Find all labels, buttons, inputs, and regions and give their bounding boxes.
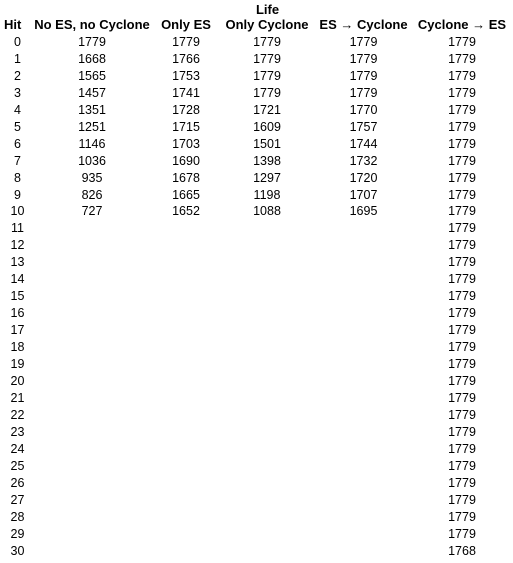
value-cell	[219, 407, 315, 424]
hit-cell: 3	[14, 85, 21, 100]
value-cell	[153, 407, 219, 424]
value-cell	[219, 356, 315, 373]
value-cell: 1779	[448, 306, 476, 321]
value-cell: 1757	[349, 119, 378, 134]
value-cell	[219, 424, 315, 441]
value-cell	[31, 424, 153, 441]
hit-cell: 14	[10, 272, 25, 287]
value-cell	[31, 407, 153, 424]
value-cell: 1678	[172, 170, 200, 185]
value-cell: 1779	[448, 119, 476, 134]
hit-cell: 2	[14, 68, 21, 83]
value-cell	[219, 475, 315, 492]
table-row	[4, 136, 512, 153]
table-row	[4, 526, 512, 543]
value-cell	[219, 271, 315, 288]
value-cell	[153, 543, 219, 560]
life-table	[4, 17, 512, 560]
value-cell	[153, 475, 219, 492]
table-row	[4, 254, 512, 271]
value-cell: 1779	[349, 51, 378, 66]
value-cell: 1779	[448, 458, 476, 473]
value-cell: 1690	[172, 153, 200, 168]
value-cell: 1766	[172, 51, 200, 66]
value-cell: 1501	[253, 136, 281, 151]
hit-cell: 18	[10, 340, 25, 355]
value-cell	[153, 373, 219, 390]
value-cell: 1779	[448, 390, 476, 405]
value-cell: 1721	[253, 102, 281, 117]
hit-cell: 27	[10, 492, 25, 507]
table-row	[4, 475, 512, 492]
table-row	[4, 288, 512, 305]
hit-cell: 13	[10, 255, 25, 270]
hit-cell: 12	[10, 238, 25, 253]
value-cell: 1351	[78, 102, 106, 117]
header-only-cyclone: Only Cyclone	[225, 17, 309, 32]
value-cell	[315, 458, 412, 475]
table-row	[4, 271, 512, 288]
value-cell	[31, 458, 153, 475]
value-cell	[219, 543, 315, 560]
value-cell	[219, 509, 315, 526]
value-cell: 1770	[349, 102, 378, 117]
value-cell	[219, 390, 315, 407]
value-cell	[31, 237, 153, 254]
value-cell	[315, 373, 412, 390]
hit-cell: 21	[10, 390, 25, 405]
value-cell	[31, 373, 153, 390]
value-cell: 1398	[253, 153, 281, 168]
value-cell	[219, 220, 315, 237]
value-cell: 1779	[448, 475, 476, 490]
value-cell: 1779	[448, 526, 476, 541]
table-row	[4, 356, 512, 373]
value-cell: 1779	[448, 255, 476, 270]
value-cell	[219, 526, 315, 543]
hit-cell: 29	[10, 526, 25, 541]
value-cell	[219, 305, 315, 322]
value-cell	[315, 339, 412, 356]
value-cell	[31, 271, 153, 288]
hit-cell: 15	[10, 289, 25, 304]
value-cell: 1720	[349, 170, 378, 185]
value-cell: 1652	[172, 204, 200, 219]
value-cell: 1779	[448, 441, 476, 456]
value-cell	[31, 492, 153, 509]
value-cell: 1728	[172, 102, 200, 117]
table-row	[4, 220, 512, 237]
value-cell	[31, 390, 153, 407]
hit-cell: 10	[10, 204, 25, 219]
value-cell: 1251	[78, 119, 106, 134]
hit-cell: 6	[14, 136, 21, 151]
header-hit: Hit	[4, 17, 22, 32]
value-cell: 1715	[172, 119, 200, 134]
value-cell	[31, 475, 153, 492]
value-cell	[219, 237, 315, 254]
value-cell: 1779	[448, 323, 476, 338]
value-cell: 1779	[448, 238, 476, 253]
value-cell: 1198	[253, 187, 281, 202]
value-cell	[31, 441, 153, 458]
value-cell	[315, 441, 412, 458]
value-cell	[153, 220, 219, 237]
table-row	[4, 441, 512, 458]
value-cell	[315, 237, 412, 254]
table-row	[4, 339, 512, 356]
value-cell	[31, 356, 153, 373]
value-cell: 1779	[448, 102, 476, 117]
value-cell: 1779	[349, 34, 378, 49]
value-cell	[219, 458, 315, 475]
value-cell	[31, 509, 153, 526]
value-cell: 1565	[78, 68, 106, 83]
value-cell	[219, 441, 315, 458]
value-cell	[153, 339, 219, 356]
value-cell	[31, 220, 153, 237]
value-cell	[315, 526, 412, 543]
hit-cell: 9	[14, 187, 21, 202]
value-cell: 1779	[448, 187, 476, 202]
value-cell: 1779	[448, 85, 476, 100]
hit-cell: 11	[11, 221, 24, 236]
hit-cell: 0	[14, 34, 21, 49]
value-cell: 1779	[448, 221, 476, 236]
value-cell	[315, 220, 412, 237]
table-row	[4, 203, 512, 220]
table-row	[4, 187, 512, 204]
value-cell	[315, 356, 412, 373]
value-cell: 1779	[253, 85, 281, 100]
value-cell: 1779	[253, 51, 281, 66]
value-cell: 1036	[78, 153, 106, 168]
table-body	[4, 34, 512, 560]
value-cell	[315, 475, 412, 492]
value-cell	[153, 390, 219, 407]
value-cell: 1695	[349, 204, 378, 219]
table-row	[4, 492, 512, 509]
value-cell	[153, 509, 219, 526]
value-cell	[315, 509, 412, 526]
value-cell	[153, 458, 219, 475]
value-cell: 1779	[349, 68, 378, 83]
header-es-then-cyclone: ES → Cyclone	[319, 17, 408, 32]
hit-cell: 19	[10, 357, 25, 372]
value-cell: 1779	[448, 509, 476, 524]
table-row	[4, 390, 512, 407]
value-cell: 1779	[448, 289, 476, 304]
header-only-es: Only ES	[161, 17, 211, 32]
value-cell: 1779	[448, 374, 476, 389]
value-cell: 1779	[349, 85, 378, 100]
value-cell: 1753	[172, 68, 200, 83]
hit-cell: 7	[14, 153, 21, 168]
hit-cell: 5	[14, 119, 21, 134]
value-cell: 1779	[448, 407, 476, 422]
header-cyclone-then-es: Cyclone → ES	[417, 17, 507, 32]
value-cell: 1779	[448, 153, 476, 168]
table-row	[4, 509, 512, 526]
value-cell: 1668	[78, 51, 106, 66]
value-cell	[219, 373, 315, 390]
value-cell	[315, 390, 412, 407]
table-row	[4, 170, 512, 187]
table-row	[4, 68, 512, 85]
value-cell: 1779	[448, 170, 476, 185]
table-row	[4, 237, 512, 254]
value-cell: 1779	[448, 136, 476, 151]
value-cell: 1779	[253, 68, 281, 83]
value-cell: 727	[81, 204, 103, 219]
value-cell: 1609	[253, 119, 281, 134]
value-cell	[153, 441, 219, 458]
value-cell: 1779	[448, 51, 476, 66]
table-row	[4, 424, 512, 441]
value-cell	[315, 254, 412, 271]
table-row	[4, 458, 512, 475]
value-cell: 1779	[448, 492, 476, 507]
hit-cell: 26	[10, 475, 25, 490]
value-cell	[219, 492, 315, 509]
value-cell: 1779	[448, 34, 476, 49]
table-row	[4, 119, 512, 136]
value-cell	[31, 526, 153, 543]
table-row	[4, 51, 512, 68]
value-cell: 1779	[172, 34, 200, 49]
header-row	[4, 17, 512, 34]
value-cell	[153, 424, 219, 441]
value-cell: 1768	[448, 543, 476, 558]
value-cell: 826	[81, 187, 103, 202]
table-row	[4, 543, 512, 560]
table-row	[4, 34, 512, 51]
value-cell	[315, 424, 412, 441]
table-row	[4, 85, 512, 102]
value-cell	[315, 407, 412, 424]
value-cell: 1297	[253, 170, 281, 185]
value-cell: 1088	[253, 204, 281, 219]
hit-cell: 20	[10, 374, 25, 389]
hit-cell: 8	[14, 170, 21, 185]
hit-cell: 28	[10, 509, 25, 524]
value-cell: 1744	[349, 136, 378, 151]
value-cell: 1779	[448, 424, 476, 439]
value-cell: 1779	[448, 272, 476, 287]
hit-cell: 4	[14, 102, 21, 117]
value-cell	[153, 254, 219, 271]
hit-cell: 16	[10, 306, 25, 321]
value-cell	[31, 339, 153, 356]
value-cell	[31, 288, 153, 305]
value-cell	[31, 254, 153, 271]
value-cell: 1665	[172, 187, 200, 202]
value-cell	[219, 254, 315, 271]
value-cell	[153, 356, 219, 373]
hit-cell: 17	[10, 323, 25, 338]
header-no-es-no-cyclone: No ES, no Cyclone	[34, 17, 150, 32]
value-cell: 1146	[78, 136, 106, 151]
value-cell	[153, 271, 219, 288]
value-cell: 935	[81, 170, 103, 185]
value-cell	[153, 526, 219, 543]
value-cell	[219, 339, 315, 356]
value-cell: 1779	[78, 34, 106, 49]
value-cell	[219, 288, 315, 305]
value-cell	[315, 305, 412, 322]
value-cell: 1732	[349, 153, 378, 168]
value-cell	[153, 237, 219, 254]
hit-cell: 24	[10, 441, 25, 456]
value-cell	[31, 543, 153, 560]
table-row	[4, 153, 512, 170]
value-cell: 1707	[349, 187, 378, 202]
hit-cell: 1	[14, 51, 21, 66]
value-cell: 1779	[253, 34, 281, 49]
value-cell: 1779	[448, 340, 476, 355]
value-cell	[31, 322, 153, 339]
value-cell	[315, 322, 412, 339]
value-cell: 1779	[448, 204, 476, 219]
life-super-header: Life	[255, 2, 280, 17]
value-cell	[315, 543, 412, 560]
value-cell: 1703	[172, 136, 200, 151]
value-cell: 1779	[448, 68, 476, 83]
value-cell	[153, 322, 219, 339]
value-cell	[315, 271, 412, 288]
value-cell: 1741	[172, 85, 200, 100]
table-row	[4, 407, 512, 424]
value-cell: 1457	[78, 85, 106, 100]
value-cell	[153, 492, 219, 509]
value-cell	[153, 288, 219, 305]
table-row	[4, 322, 512, 339]
hit-cell: 25	[10, 458, 25, 473]
value-cell	[315, 492, 412, 509]
table-row	[4, 102, 512, 119]
table-row	[4, 373, 512, 390]
value-cell	[315, 288, 412, 305]
value-cell: 1779	[448, 357, 476, 372]
hit-cell: 22	[10, 407, 25, 422]
value-cell	[153, 305, 219, 322]
table-row	[4, 305, 512, 322]
value-cell	[31, 305, 153, 322]
hit-cell: 23	[10, 424, 25, 439]
hit-cell: 30	[10, 543, 25, 558]
value-cell	[219, 322, 315, 339]
